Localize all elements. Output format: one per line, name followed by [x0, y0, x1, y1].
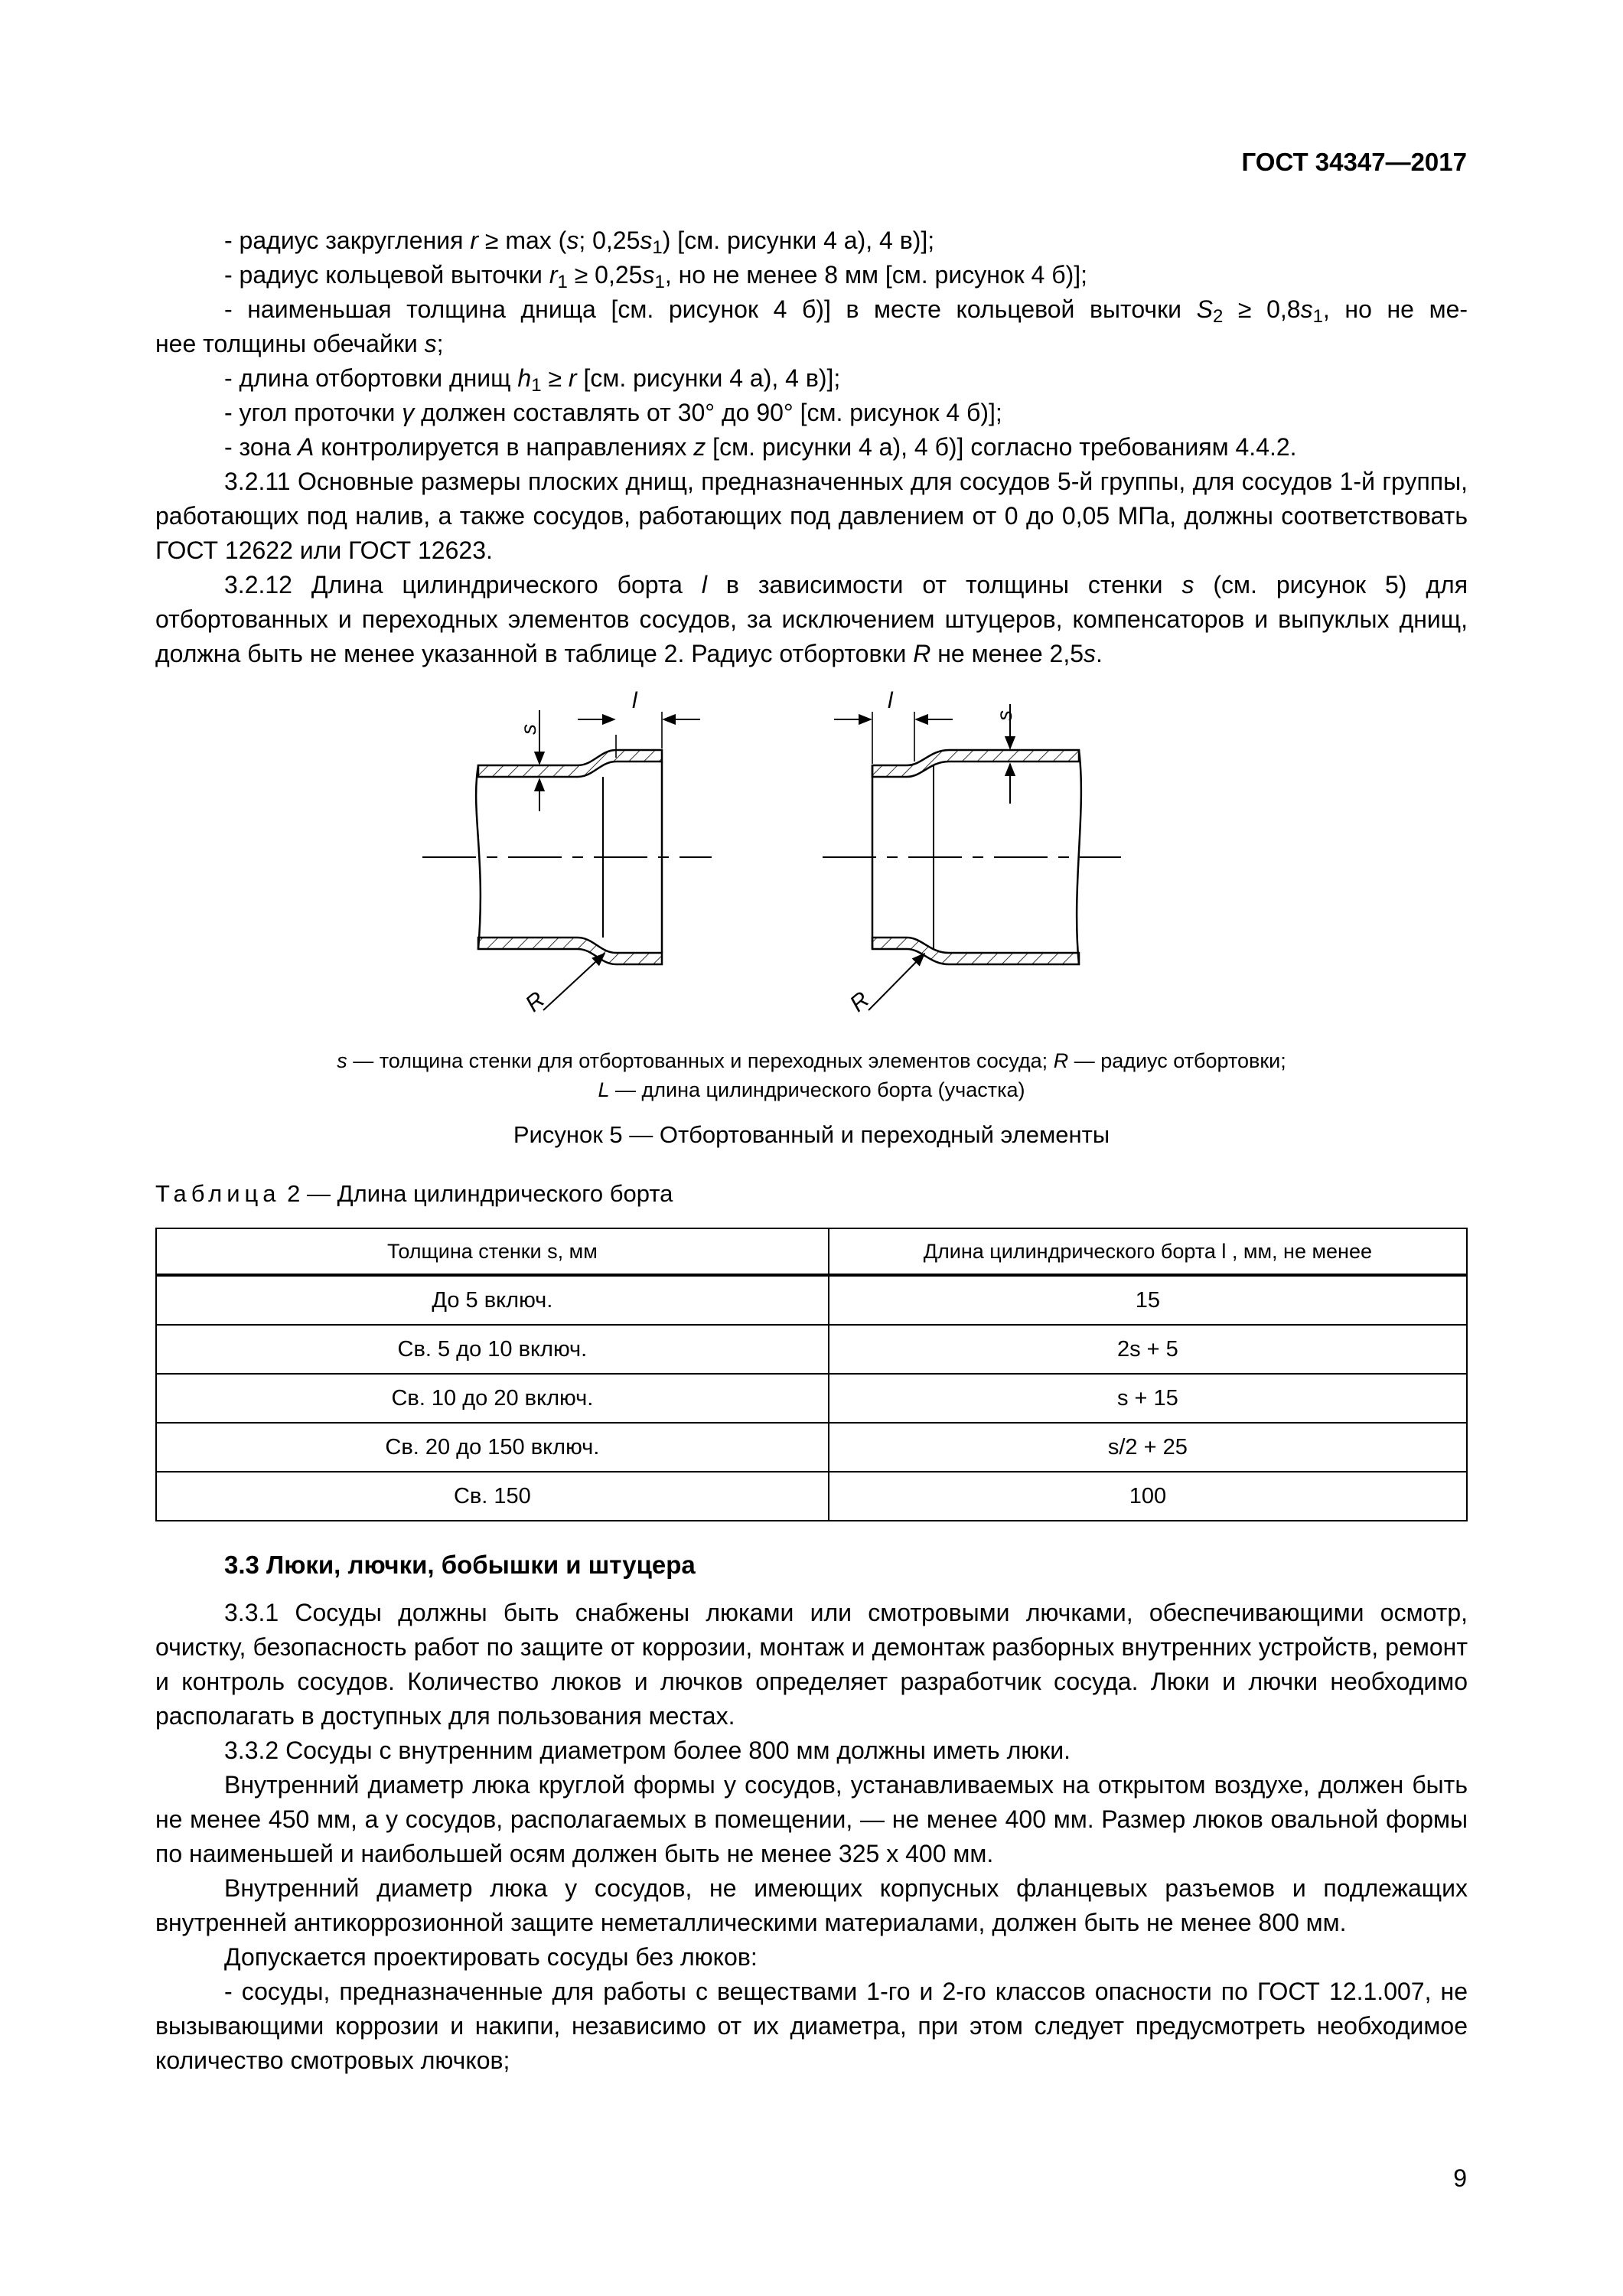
list-item-continuation: нее толщины обечайки s; — [155, 330, 444, 357]
column-header-bead-length: Длина цилиндрического борта l , мм, не менее — [829, 1228, 1467, 1275]
table-row — [156, 1472, 1467, 1521]
list-item: - зона А контролируется в направлениях z [см. рисунки 4 а), 4 б)] согласно требованиям 4.4.2. — [224, 433, 1297, 461]
paragraph: Внутренний диаметр люка у сосудов, не имеющих корпусных фланцевых разъемов и подлежащих внутренней антикоррозионной защите неметаллическими материалами, должен быть не менее 800 мм. — [155, 1874, 1468, 1936]
section-heading: 3.3 Люки, лючки, бобышки и штуцера — [224, 1551, 696, 1579]
table-cell: Св. 10 до 20 включ. — [156, 1374, 829, 1423]
figure-5-drawing — [406, 681, 1232, 1026]
paragraph-3-2-11: 3.2.11 Основные размеры плоских днищ, предназначенных для сосудов 5-й группы, для сосудов 1-й группы, работающих под налив, а также сосудов, работающих под давлением от 0 до 0,05 МПа, должны соответствовать ГОСТ 12622 или ГОСТ 12623. — [155, 468, 1468, 564]
table-cell: Св. 150 — [156, 1472, 829, 1521]
paragraph: Внутренний диаметр люка круглой формы у сосудов, устанавливаемых на открытом воздухе, должен быть не менее 450 мм, а у сосудов, располагаемых в помещении, — не менее 400 мм. Размер люков овальной формы по наименьшей и наибольшей осям должен быть не менее 325 х 400 мм. — [155, 1771, 1468, 1867]
table-cell: 15 — [829, 1275, 1467, 1325]
table-cell: До 5 включ. — [156, 1275, 829, 1325]
table-cell: s + 15 — [829, 1374, 1467, 1423]
table-cell: s/2 + 25 — [829, 1423, 1467, 1472]
column-header-wall-thickness: Толщина стенки s, мм — [156, 1228, 829, 1275]
figure-title: Рисунок 5 — Отбортованный и переходный элементы — [513, 1121, 1110, 1148]
paragraph: Допускается проектировать сосуды без люков: — [224, 1943, 758, 1971]
label-s-left: s — [517, 724, 540, 735]
list-item: - наименьшая толщина днища [см. рисунок 4 б)] в месте кольцевой выточки $S_2 \ge 0,8s_1$, но не ме- — [224, 295, 1468, 327]
page-number: 9 — [1453, 2164, 1467, 2192]
list-item: - длина отбортовки днищ $h_1 \ge r$ [см. рисунки 4 а), 4 в)]; — [224, 364, 841, 396]
requirements-list — [155, 223, 1468, 671]
section-body — [155, 1596, 1468, 2078]
table-row — [156, 1423, 1467, 1472]
flanged-element-left — [422, 688, 712, 1017]
table-cell: 100 — [829, 1472, 1467, 1521]
paragraph: 3.3.2 Сосуды с внутренним диаметром более 800 мм должны иметь люки. — [224, 1737, 1071, 1764]
table-header-row — [156, 1228, 1467, 1275]
label-l-right: l — [888, 688, 893, 713]
label-R-left: R — [520, 987, 550, 1017]
table-title: Таблица 2 — Длина цилиндрического борта — [155, 1180, 673, 1207]
transition-element-right — [823, 688, 1121, 1017]
list-item: - угол проточки γ должен составлять от 30° до 90° [см. рисунок 4 б)]; — [224, 399, 1002, 426]
table-2 — [155, 1228, 1468, 1521]
table-row — [156, 1374, 1467, 1423]
table-cell: Св. 20 до 150 включ. — [156, 1423, 829, 1472]
list-item: - сосуды, предназначенные для работы с веществами 1-го и 2-го классов опасности по ГОСТ 12.1.007, не вызывающими коррозии и накипи, независимо от их диаметра, при этом следует предусмотреть необходимое количество смотровых лючков; — [155, 1978, 1468, 2074]
document-header: ГОСТ 34347—2017 — [1241, 148, 1467, 176]
label-R-right: R — [845, 987, 875, 1017]
table-row — [156, 1275, 1467, 1325]
table-row — [156, 1325, 1467, 1374]
table-cell: 2s + 5 — [829, 1325, 1467, 1374]
paragraph-3-2-12: 3.2.12 Длина цилиндрического борта l в зависимости от толщины стенки s (см. рисунок 5) для отбортованных и переходных элементов сосудов, за исключением штуцеров, компенсаторов и выпуклых днищ, должна быть не менее указанной в таблице 2. Радиус отбортовки R не менее 2,5s. — [155, 571, 1468, 667]
legend-line-2: L — длина цилиндрического борта (участка) — [598, 1078, 1025, 1101]
list-item: - радиус закругления r ≥ max (s; $0,25s_1$) [см. рисунки 4 а), 4 в)]; — [224, 227, 935, 258]
table-cell: Св. 5 до 10 включ. — [156, 1325, 829, 1374]
list-item: - радиус кольцевой выточки $r_1 \ge 0,25s_1$, но не менее 8 мм [см. рисунок 4 б)]; — [224, 261, 1087, 292]
label-s-right: s — [992, 710, 1016, 721]
label-l-left: l — [632, 688, 637, 713]
figure-legend — [155, 1046, 1468, 1104]
paragraph: 3.3.1 Сосуды должны быть снабжены люками или смотровыми лючками, обеспечивающими осмотр, очистку, безопасность работ по защите от коррозии, монтаж и демонтаж разборных внутренних устройств, ремонт и контроль сосудов. Количество люков и лючков определяет разработчик сосуда. Люки и лючки необходимо располагать в доступных для пользования местах. — [155, 1599, 1468, 1730]
legend-line-1: s — толщина стенки для отбортованных и переходных элементов сосуда; R — радиус отбортовки; — [337, 1049, 1286, 1072]
